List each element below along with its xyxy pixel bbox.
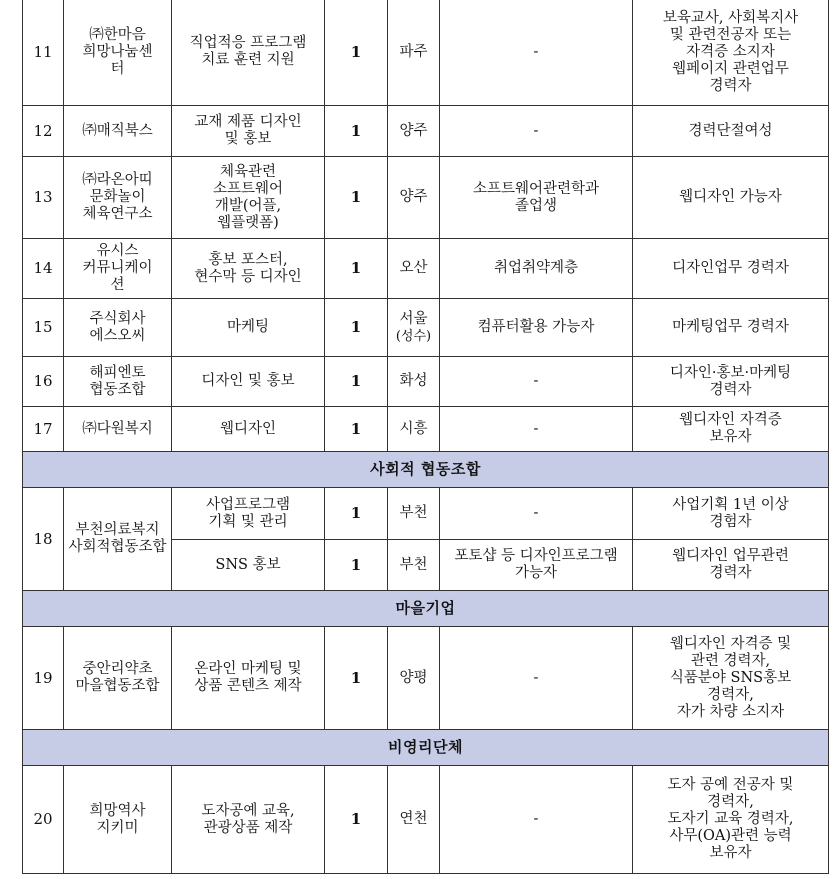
organization-name: ㈜라온아띠 문화놀이 체육연구소 — [64, 157, 172, 239]
job-task: 디자인 및 홍보 — [172, 357, 325, 407]
requirement: - — [440, 766, 633, 874]
row-number: 19 — [23, 627, 64, 730]
preference: 사업기획 1년 이상 경험자 — [633, 488, 829, 540]
work-region: 부천 — [388, 540, 440, 591]
hire-count: 1 — [325, 106, 388, 157]
organization-name: 희망역사 지키미 — [64, 766, 172, 874]
row-number: 12 — [23, 106, 64, 157]
hire-count: 1 — [325, 488, 388, 540]
job-task: 마케팅 — [172, 299, 325, 357]
table-row — [23, 239, 829, 299]
requirement: - — [440, 357, 633, 407]
work-region-main: 서울 — [399, 310, 428, 327]
table-row — [23, 157, 829, 239]
row-number: 15 — [23, 299, 64, 357]
job-task: 웹디자인 — [172, 407, 325, 452]
preference: 경력단절여성 — [633, 106, 829, 157]
row-number: 13 — [23, 157, 64, 239]
work-region: 시흥 — [388, 407, 440, 452]
job-task: 도자공예 교육, 관광상품 제작 — [172, 766, 325, 874]
work-region-detail: (성수) — [395, 328, 432, 344]
table-row — [23, 627, 829, 730]
work-region: 연천 — [388, 766, 440, 874]
organization-name: 부천의료복지 사회적협동조합 — [64, 488, 172, 591]
preference: 웹디자인 자격증 및 관련 경력자, 식품분야 SNS홍보 경력자, 자가 차량 소지자 — [633, 627, 829, 730]
requirement: - — [440, 0, 633, 106]
row-number: 11 — [23, 0, 64, 106]
hire-count: 1 — [325, 540, 388, 591]
organization-name: ㈜매직북스 — [64, 106, 172, 157]
organization-name: 해피엔토 협동조합 — [64, 357, 172, 407]
preference: 마케팅업무 경력자 — [633, 299, 829, 357]
preference: 도자 공예 전공자 및 경력자, 도자기 교육 경력자, 사무(OA)관련 능력 보유자 — [633, 766, 829, 874]
work-region: 양평 — [388, 627, 440, 730]
job-task: SNS 홍보 — [172, 540, 325, 591]
table-row — [23, 106, 829, 157]
organization-name: ㈜한마음 희망나눔센 터 — [64, 0, 172, 106]
table-row — [23, 766, 829, 874]
preference: 디자인·홍보·마케팅 경력자 — [633, 357, 829, 407]
job-task: 홍보 포스터, 현수막 등 디자인 — [172, 239, 325, 299]
organization-name: ㈜다원복지 — [64, 407, 172, 452]
section-title-nonprofit: 비영리단체 — [23, 730, 829, 766]
section-header-row — [23, 730, 829, 766]
requirement: - — [440, 407, 633, 452]
work-region: 오산 — [388, 239, 440, 299]
hire-count: 1 — [325, 357, 388, 407]
hire-count: 1 — [325, 157, 388, 239]
organization-name: 유시스 커뮤니케이 션 — [64, 239, 172, 299]
job-listing-table — [22, 0, 829, 874]
table-row — [23, 407, 829, 452]
job-task: 직업적응 프로그램 치료 훈련 지원 — [172, 0, 325, 106]
hire-count: 1 — [325, 766, 388, 874]
table-row — [23, 299, 829, 357]
job-task: 온라인 마케팅 및 상품 콘텐츠 제작 — [172, 627, 325, 730]
hire-count: 1 — [325, 407, 388, 452]
work-region: 양주 — [388, 106, 440, 157]
work-region: 파주 — [388, 0, 440, 106]
job-task: 교재 제품 디자인 및 홍보 — [172, 106, 325, 157]
hire-count: 1 — [325, 299, 388, 357]
preference: 웹디자인 업무관련 경력자 — [633, 540, 829, 591]
table-row — [23, 357, 829, 407]
preference: 디자인업무 경력자 — [633, 239, 829, 299]
requirement: 취업취약계층 — [440, 239, 633, 299]
preference: 웹디자인 자격증 보유자 — [633, 407, 829, 452]
row-number: 18 — [23, 488, 64, 591]
section-title-village-enterprise: 마을기업 — [23, 591, 829, 627]
requirement: 컴퓨터활용 가능자 — [440, 299, 633, 357]
hire-count: 1 — [325, 0, 388, 106]
row-number: 17 — [23, 407, 64, 452]
hire-count: 1 — [325, 239, 388, 299]
row-number: 14 — [23, 239, 64, 299]
work-region: 양주 — [388, 157, 440, 239]
requirement: - — [440, 627, 633, 730]
requirement: - — [440, 488, 633, 540]
requirement: - — [440, 106, 633, 157]
row-number: 20 — [23, 766, 64, 874]
requirement: 포토샵 등 디자인프로그램 가능자 — [440, 540, 633, 591]
job-task: 사업프로그램 기획 및 관리 — [172, 488, 325, 540]
table-row — [23, 0, 829, 106]
requirement: 소프트웨어관련학과 졸업생 — [440, 157, 633, 239]
preference: 보육교사, 사회복지사 및 관련전공자 또는 자격증 소지자 웹페이지 관련업무 경력자 — [633, 0, 829, 106]
work-region: 부천 — [388, 488, 440, 540]
organization-name: 주식회사 에스오씨 — [64, 299, 172, 357]
table-row — [23, 488, 829, 540]
section-header-row — [23, 591, 829, 627]
organization-name: 중안리약초 마을협동조합 — [64, 627, 172, 730]
section-header-row — [23, 452, 829, 488]
hire-count: 1 — [325, 627, 388, 730]
job-task: 체육관련 소프트웨어 개발(어플, 웹플랫폼) — [172, 157, 325, 239]
work-region — [388, 299, 440, 357]
row-number: 16 — [23, 357, 64, 407]
work-region: 화성 — [388, 357, 440, 407]
preference: 웹디자인 가능자 — [633, 157, 829, 239]
section-title-social-cooperative: 사회적 협동조합 — [23, 452, 829, 488]
